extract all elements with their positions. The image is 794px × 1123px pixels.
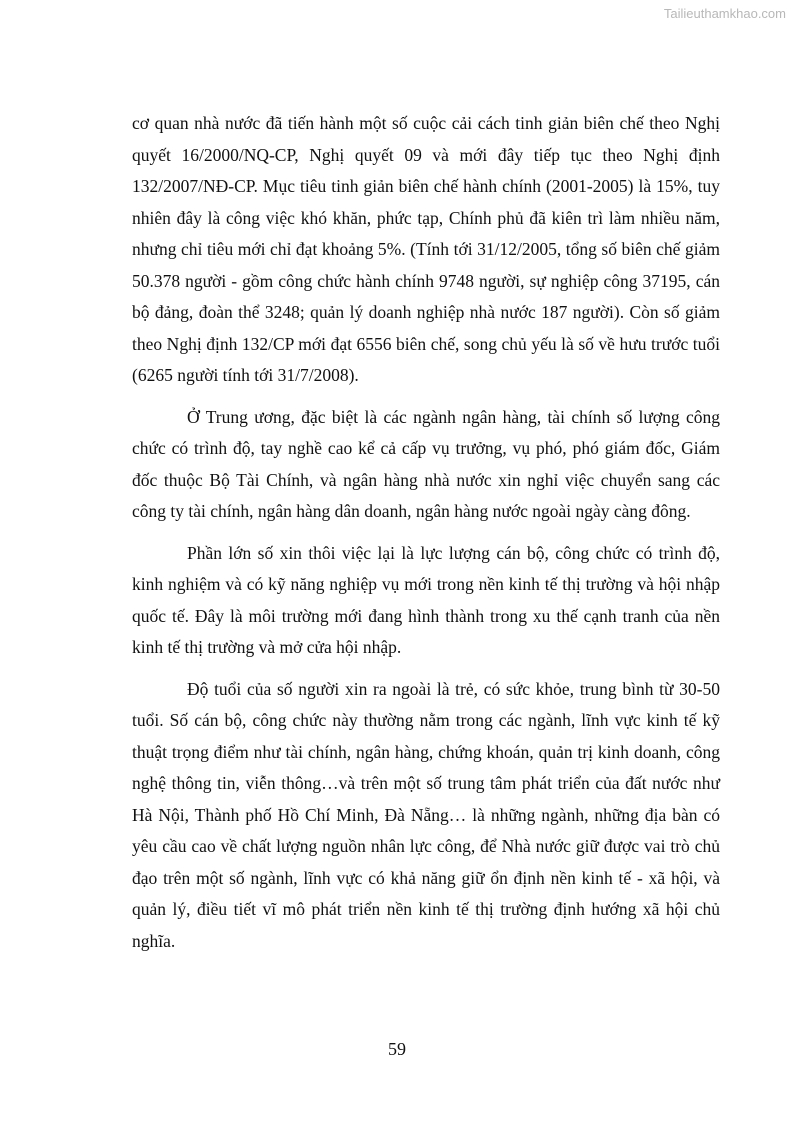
paragraph-gap <box>132 528 720 538</box>
page-number: 59 <box>388 1039 406 1059</box>
document-body <box>132 108 720 957</box>
paragraph-3: Phần lớn số xin thôi việc lại là lực lượng cán bộ, công chức có trình độ, kinh nghiệm và có kỹ năng nghiệp vụ mới trong nền kinh tế thị trường và hội nhập quốc tế. Đây là môi trường mới đang hình thành trong xu thế cạnh tranh của nền kinh tế thị trường và mở cửa hội nhập. <box>132 542 720 657</box>
paragraph-gap <box>132 392 720 402</box>
watermark-text: Tailieuthamkhao.com <box>663 6 786 21</box>
paragraph-gap <box>132 664 720 674</box>
paragraph-2: Ở Trung ương, đặc biệt là các ngành ngân hàng, tài chính số lượng công chức có trình độ, tay nghề cao kể cả cấp vụ trưởng, vụ phó, phó giám đốc, Giám đốc thuộc Bộ Tài Chính, và ngân hàng nhà nước xin nghỉ việc chuyển sang các công ty tài chính, ngân hàng dân doanh, ngân hàng nước ngoài ngày càng đông. <box>132 406 720 521</box>
paragraph-1: cơ quan nhà nước đã tiến hành một số cuộc cải cách tinh giản biên chế theo Nghị quyết 16/2000/NQ-CP, Nghị quyết 09 và mới đây tiếp tục theo Nghị định 132/2007/NĐ-CP. Mục tiêu tinh giản biên chế hành chính (2001-2005) là 15%, tuy nhiên đây là công việc khó khăn, phức tạp, Chính phủ đã kiên trì làm nhiều năm, nhưng chỉ tiêu mới chỉ đạt khoảng 5%. (Tính tới 31/12/2005, tổng số biên chế giảm 50.378 người - gồm công chức hành chính 9748 người, sự nghiệp công 37195, cán bộ đảng, đoàn thể 3248; quản lý doanh nghiệp nhà nước 187 người). Còn số giảm theo Nghị định 132/CP mới đạt 6556 biên chế, song chủ yếu là số về hưu trước tuổi (6265 người tính tới 31/7/2008). <box>132 113 720 385</box>
paragraph-4: Độ tuổi của số người xin ra ngoài là trẻ, có sức khỏe, trung bình từ 30-50 tuổi. Số cán bộ, công chức này thường nằm trong các ngành, lĩnh vực kinh tế kỹ thuật trọng điểm như tài chính, ngân hàng, chứng khoán, quản trị kinh doanh, công nghệ thông tin, viễn thông…và trên một số trung tâm phát triển của đất nước như Hà Nội, Thành phố Hồ Chí Minh, Đà Nẵng… là những ngành, những địa bàn có yêu cầu cao về chất lượng nguồn nhân lực công, để Nhà nước giữ được vai trò chủ đạo trên một số ngành, lĩnh vực có khả năng giữ ổn định nền kinh tế - xã hội, và quản lý, điều tiết vĩ mô phát triển nền kinh tế thị trường định hướng xã hội chủ nghĩa. <box>132 678 720 951</box>
